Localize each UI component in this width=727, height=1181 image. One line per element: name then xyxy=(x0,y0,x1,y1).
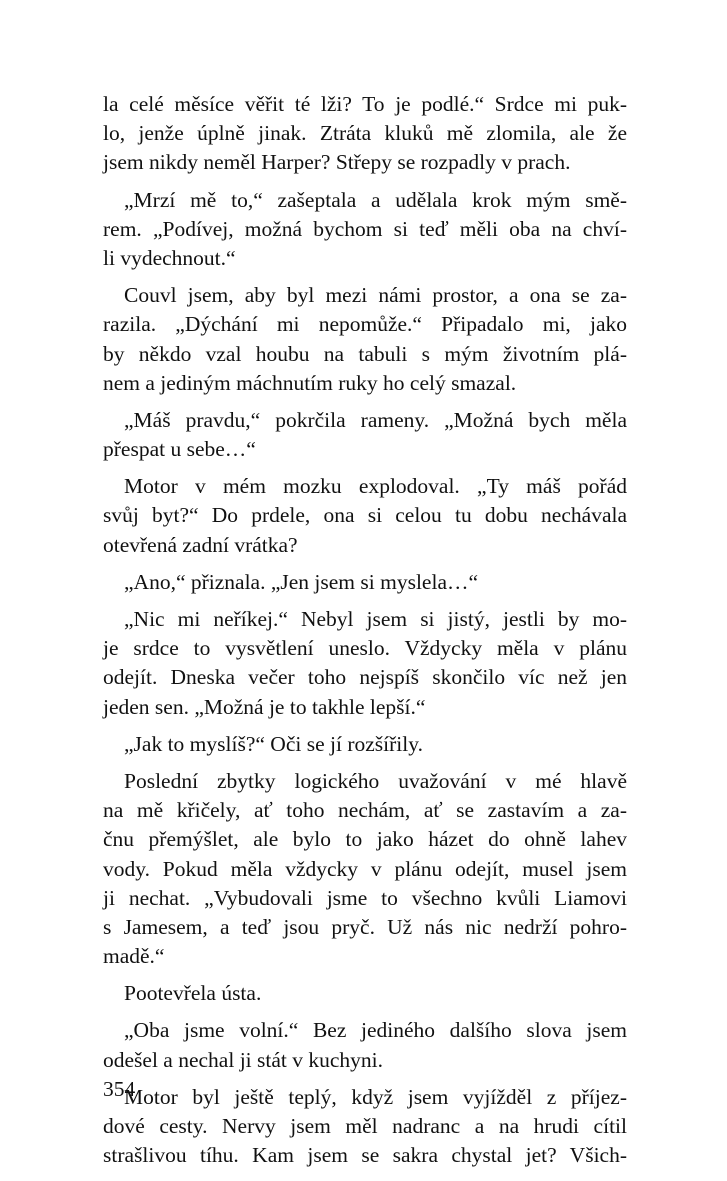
text-line: „Oba jsme volní.“ Bez jediného dalšího slova jsem xyxy=(124,1018,627,1043)
text-line: ji nechat. „Vybudovali jsme to všechno kvůli Liamovi xyxy=(103,885,627,910)
paragraph xyxy=(103,281,627,398)
text-line: jeden sen. „Možná je to takhle lepší.“ xyxy=(103,694,426,719)
text-line: „Mrzí mě to,“ zašeptala a udělala krok mým smě- xyxy=(124,187,627,212)
text-line: „Jak to myslíš?“ Oči se jí rozšířily. xyxy=(124,731,423,756)
paragraph xyxy=(103,767,627,971)
text-line: „Máš pravdu,“ pokrčila rameny. „Možná bych měla xyxy=(124,407,627,432)
text-line: na mě křičely, ať toho nechám, ať se zastavím a za- xyxy=(103,798,627,823)
text-line: s Jamesem, a teď jsou pryč. Už nás nic nedrží pohro- xyxy=(103,914,627,939)
paragraph-gap xyxy=(103,464,627,472)
text-line: „Ano,“ přiznala. „Jen jsem si myslela…“ xyxy=(124,569,479,594)
paragraph xyxy=(103,568,627,597)
text-line: Motor v mém mozku explodoval. „Ty máš pořád xyxy=(124,474,627,499)
text-line: strašlivou tíhu. Kam jsem se sakra chystal jet? Všich- xyxy=(103,1143,627,1168)
text-line: vody. Pokud měla vždycky v plánu odejít, musel jsem xyxy=(103,856,627,881)
paragraph-gap xyxy=(103,1008,627,1016)
paragraph xyxy=(103,1016,627,1074)
paragraph-gap xyxy=(103,597,627,605)
paragraph xyxy=(103,472,627,560)
text-line: li vydechnout.“ xyxy=(103,245,236,270)
paragraph-gap xyxy=(103,759,627,767)
paragraph-gap xyxy=(103,971,627,979)
text-line: odešel a nechal ji stát v kuchyni. xyxy=(103,1047,384,1072)
text-line: „Nic mi neříkej.“ Nebyl jsem si jistý, jestli by mo- xyxy=(124,607,627,631)
paragraph xyxy=(103,730,627,759)
text-line: přespat u sebe…“ xyxy=(103,437,256,462)
paragraph-gap xyxy=(103,273,627,281)
text-line: Motor byl ještě teplý, když jsem vyjížděl z příjez- xyxy=(124,1084,627,1109)
text-line: dové cesty. Nervy jsem měl nadranc a na hrudi cítil xyxy=(103,1114,627,1138)
text-line: otevřená zadní vrátka? xyxy=(103,532,298,557)
text-line: čnu přemýšlet, ale bylo to jako házet do ohně lahev xyxy=(103,827,627,852)
paragraph xyxy=(103,1083,627,1171)
paragraph-gap xyxy=(103,560,627,568)
text-line: Poslední zbytky logického uvažování v mé hlavě xyxy=(124,768,627,793)
paragraph xyxy=(103,605,627,722)
paragraph xyxy=(103,186,627,274)
text-line: nem a jediným máchnutím ruky ho celý smazal. xyxy=(103,370,517,395)
paragraph-gap xyxy=(103,722,627,730)
text-line: lo, jenže úplně jinak. Ztráta kluků mě zlomila, ale že xyxy=(103,121,627,146)
paragraph xyxy=(103,979,627,1008)
paragraph-gap xyxy=(103,1075,627,1083)
text-line: Couvl jsem, aby byl mezi námi prostor, a ona se za- xyxy=(124,283,627,308)
paragraph-gap xyxy=(103,398,627,406)
text-line: Pootevřela ústa. xyxy=(124,981,262,1006)
paragraph xyxy=(103,406,627,464)
text-line: odejít. Dneska večer toho nejspíš skončilo víc než jen xyxy=(103,665,627,690)
text-line: svůj byt?“ Do prdele, ona si celou tu dobu nechávala xyxy=(103,503,627,528)
text-line: la celé měsíce věřit té lži? To je podlé.“ Srdce mi puk- xyxy=(103,92,627,116)
text-line: by někdo vzal houbu na tabuli s mým životním plá- xyxy=(103,341,627,366)
body-text xyxy=(103,90,627,1170)
paragraph-gap xyxy=(103,178,627,186)
text-line: jsem nikdy neměl Harper? Střepy se rozpadly v prach. xyxy=(103,150,571,175)
text-line: je srdce to vysvětlení uneslo. Vždycky měla v plánu xyxy=(103,636,627,661)
text-line: rem. „Podívej, možná bychom si teď měli oba na chví- xyxy=(103,216,627,241)
paragraph xyxy=(103,90,627,178)
text-line: razila. „Dýchání mi nepomůže.“ Připadalo mi, jako xyxy=(103,312,627,337)
page-number: 354 xyxy=(103,1077,136,1101)
text-line: madě.“ xyxy=(103,944,165,969)
